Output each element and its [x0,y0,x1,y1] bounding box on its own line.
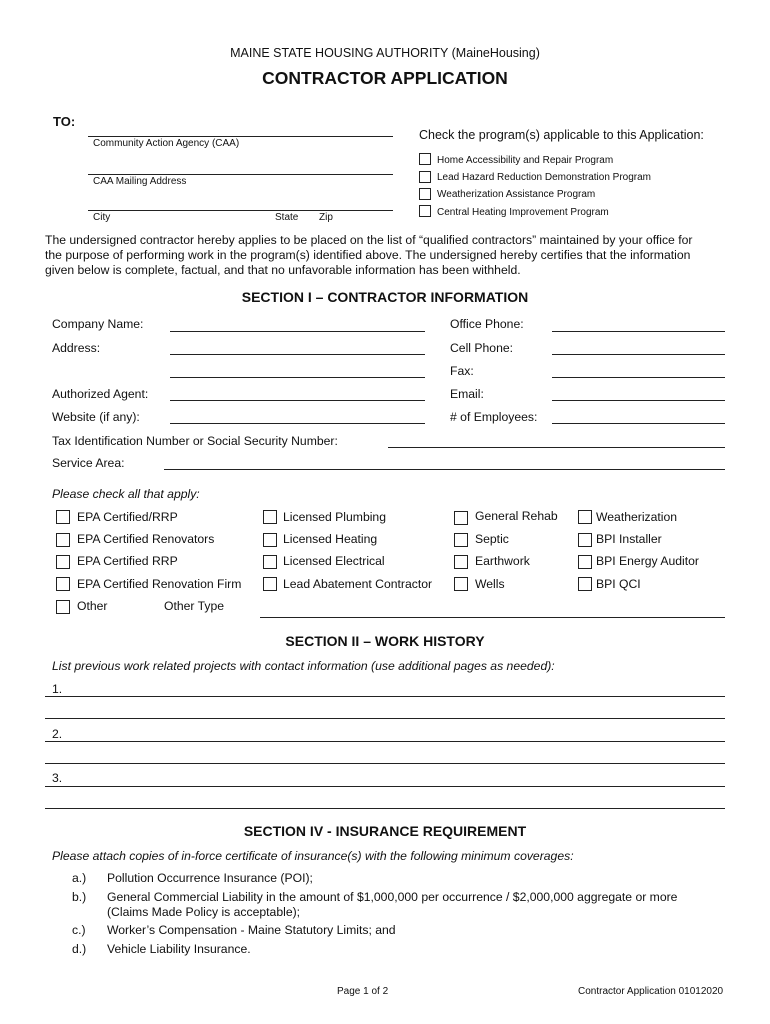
intro-line-2: the purpose of performing work in the program(s) identified above. The undersigned hereby certifies that the information [45,248,691,262]
work-history-line[interactable] [45,786,725,787]
option-label: Wells [475,577,505,591]
tax-id-field[interactable] [388,447,725,448]
city-label: City [93,212,111,223]
option-label: EPA Certified Renovation Firm [77,577,242,591]
caa-label: Community Action Agency (CAA) [93,138,240,149]
insurance-item-continued: (Claims Made Policy is acceptable); [107,905,301,919]
section-2-title: SECTION II – WORK HISTORY [285,633,485,649]
bpi-qci-checkbox[interactable] [578,577,592,591]
program-label: Central Heating Improvement Program [437,207,609,218]
work-history-number: 1. [52,682,63,696]
form-id: Contractor Application 01012020 [578,986,724,997]
company-name-label: Company Name: [52,317,144,331]
company-name-field[interactable] [170,331,425,332]
page-title: CONTRACTOR APPLICATION [262,68,508,88]
licensed-electrical-checkbox[interactable] [263,555,277,569]
option-label: EPA Certified Renovators [77,532,215,546]
caa-mailing-line[interactable] [88,174,393,175]
intro-line-1: The undersigned contractor hereby applies to be placed on the list of “qualified contractors” maintained by your office for [45,233,693,247]
option-label: BPI Energy Auditor [596,554,699,568]
other-checkbox[interactable] [56,600,70,614]
office-phone-label: Office Phone: [450,317,524,331]
caa-mailing-label: CAA Mailing Address [93,176,187,187]
authorized-agent-field[interactable] [170,400,425,401]
authority-name: MAINE STATE HOUSING AUTHORITY (MaineHousing) [230,46,540,60]
list-marker: b.) [72,890,87,904]
cell-phone-label: Cell Phone: [450,341,514,355]
option-label: General Rehab [475,509,558,523]
insurance-item: Vehicle Liability Insurance. [107,942,251,956]
work-history-number: 2. [52,727,63,741]
option-label: Other [77,599,108,613]
program-checkbox[interactable] [419,153,431,165]
option-label: Earthwork [475,554,530,568]
option-label: Weatherization [596,510,678,524]
service-area-field[interactable] [164,469,725,470]
option-label: Lead Abatement Contractor [283,577,433,591]
authorized-agent-label: Authorized Agent: [52,387,149,401]
epa-certified-renovators-checkbox[interactable] [56,533,70,547]
epa-certified-rrp-2-checkbox[interactable] [56,555,70,569]
list-marker: c.) [72,923,86,937]
general-rehab-checkbox[interactable] [454,511,468,525]
option-label: Licensed Heating [283,532,378,546]
programs-heading: Check the program(s) applicable to this Application: [419,128,704,142]
zip-label: Zip [319,212,333,223]
program-label: Lead Hazard Reduction Demonstration Program [437,172,651,183]
work-history-line[interactable] [45,763,725,764]
employees-field[interactable] [552,423,725,424]
bpi-energy-auditor-checkbox[interactable] [578,555,592,569]
service-area-label: Service Area: [52,456,125,470]
fax-field[interactable] [552,377,725,378]
city-state-zip-line[interactable] [88,210,393,211]
work-history-instructions: List previous work related projects with contact information (use additional pages as needed): [52,659,555,673]
work-history-line[interactable] [45,696,725,697]
tax-id-label: Tax Identification Number or Social Security Number: [52,434,338,448]
option-label: Licensed Electrical [283,554,385,568]
septic-checkbox[interactable] [454,533,468,547]
address-field[interactable] [170,354,425,355]
option-label: BPI Installer [596,532,662,546]
lead-abatement-checkbox[interactable] [263,577,277,591]
other-type-field[interactable] [260,617,725,618]
licensed-heating-checkbox[interactable] [263,533,277,547]
office-phone-field[interactable] [552,331,725,332]
website-label: Website (if any): [52,410,140,424]
insurance-instructions: Please attach copies of in-force certificate of insurance(s) with the following minimum coverages: [52,849,574,863]
address-label: Address: [52,341,101,355]
program-checkbox[interactable] [419,171,431,183]
program-label: Home Accessibility and Repair Program [437,155,614,166]
option-label: Septic [475,532,509,546]
insurance-item: Pollution Occurrence Insurance (POI); [107,871,313,885]
option-label: EPA Certified RRP [77,554,178,568]
program-checkbox[interactable] [419,188,431,200]
licensed-plumbing-checkbox[interactable] [263,510,277,524]
page-number: Page 1 of 2 [337,986,389,997]
option-label: Licensed Plumbing [283,510,386,524]
state-label: State [275,212,299,223]
section-1-title: SECTION I – CONTRACTOR INFORMATION [241,289,529,305]
employees-label: # of Employees: [450,410,538,424]
email-field[interactable] [552,400,725,401]
work-history-line[interactable] [45,808,725,809]
work-history-line[interactable] [45,718,725,719]
check-all-instructions: Please check all that apply: [52,487,200,501]
caa-line[interactable] [88,136,393,137]
list-marker: d.) [72,942,87,956]
address-field-2[interactable] [170,377,425,378]
bpi-installer-checkbox[interactable] [578,533,592,547]
to-label: TO: [53,114,76,129]
email-label: Email: [450,387,484,401]
insurance-item: General Commercial Liability in the amount of $1,000,000 per occurrence / $2,000,000 aggregate or more [107,890,678,904]
option-label: EPA Certified/RRP [77,510,178,524]
weatherization-checkbox[interactable] [578,510,592,524]
work-history-line[interactable] [45,741,725,742]
fax-label: Fax: [450,364,474,378]
epa-renovation-firm-checkbox[interactable] [56,577,70,591]
earthwork-checkbox[interactable] [454,555,468,569]
section-4-title: SECTION IV - INSURANCE REQUIREMENT [243,823,527,839]
program-checkbox[interactable] [419,205,431,217]
website-field[interactable] [170,423,425,424]
wells-checkbox[interactable] [454,577,468,591]
program-label: Weatherization Assistance Program [437,189,596,200]
cell-phone-field[interactable] [552,354,725,355]
insurance-item: Worker’s Compensation - Maine Statutory Limits; and [107,923,396,937]
other-type-label: Other Type [164,599,225,613]
list-marker: a.) [72,871,87,885]
intro-line-3: given below is complete, factual, and that no unfavorable information has been withheld. [45,263,521,277]
epa-certified-rrp-checkbox[interactable] [56,510,70,524]
option-label: BPI QCI [596,577,641,591]
work-history-number: 3. [52,771,63,785]
